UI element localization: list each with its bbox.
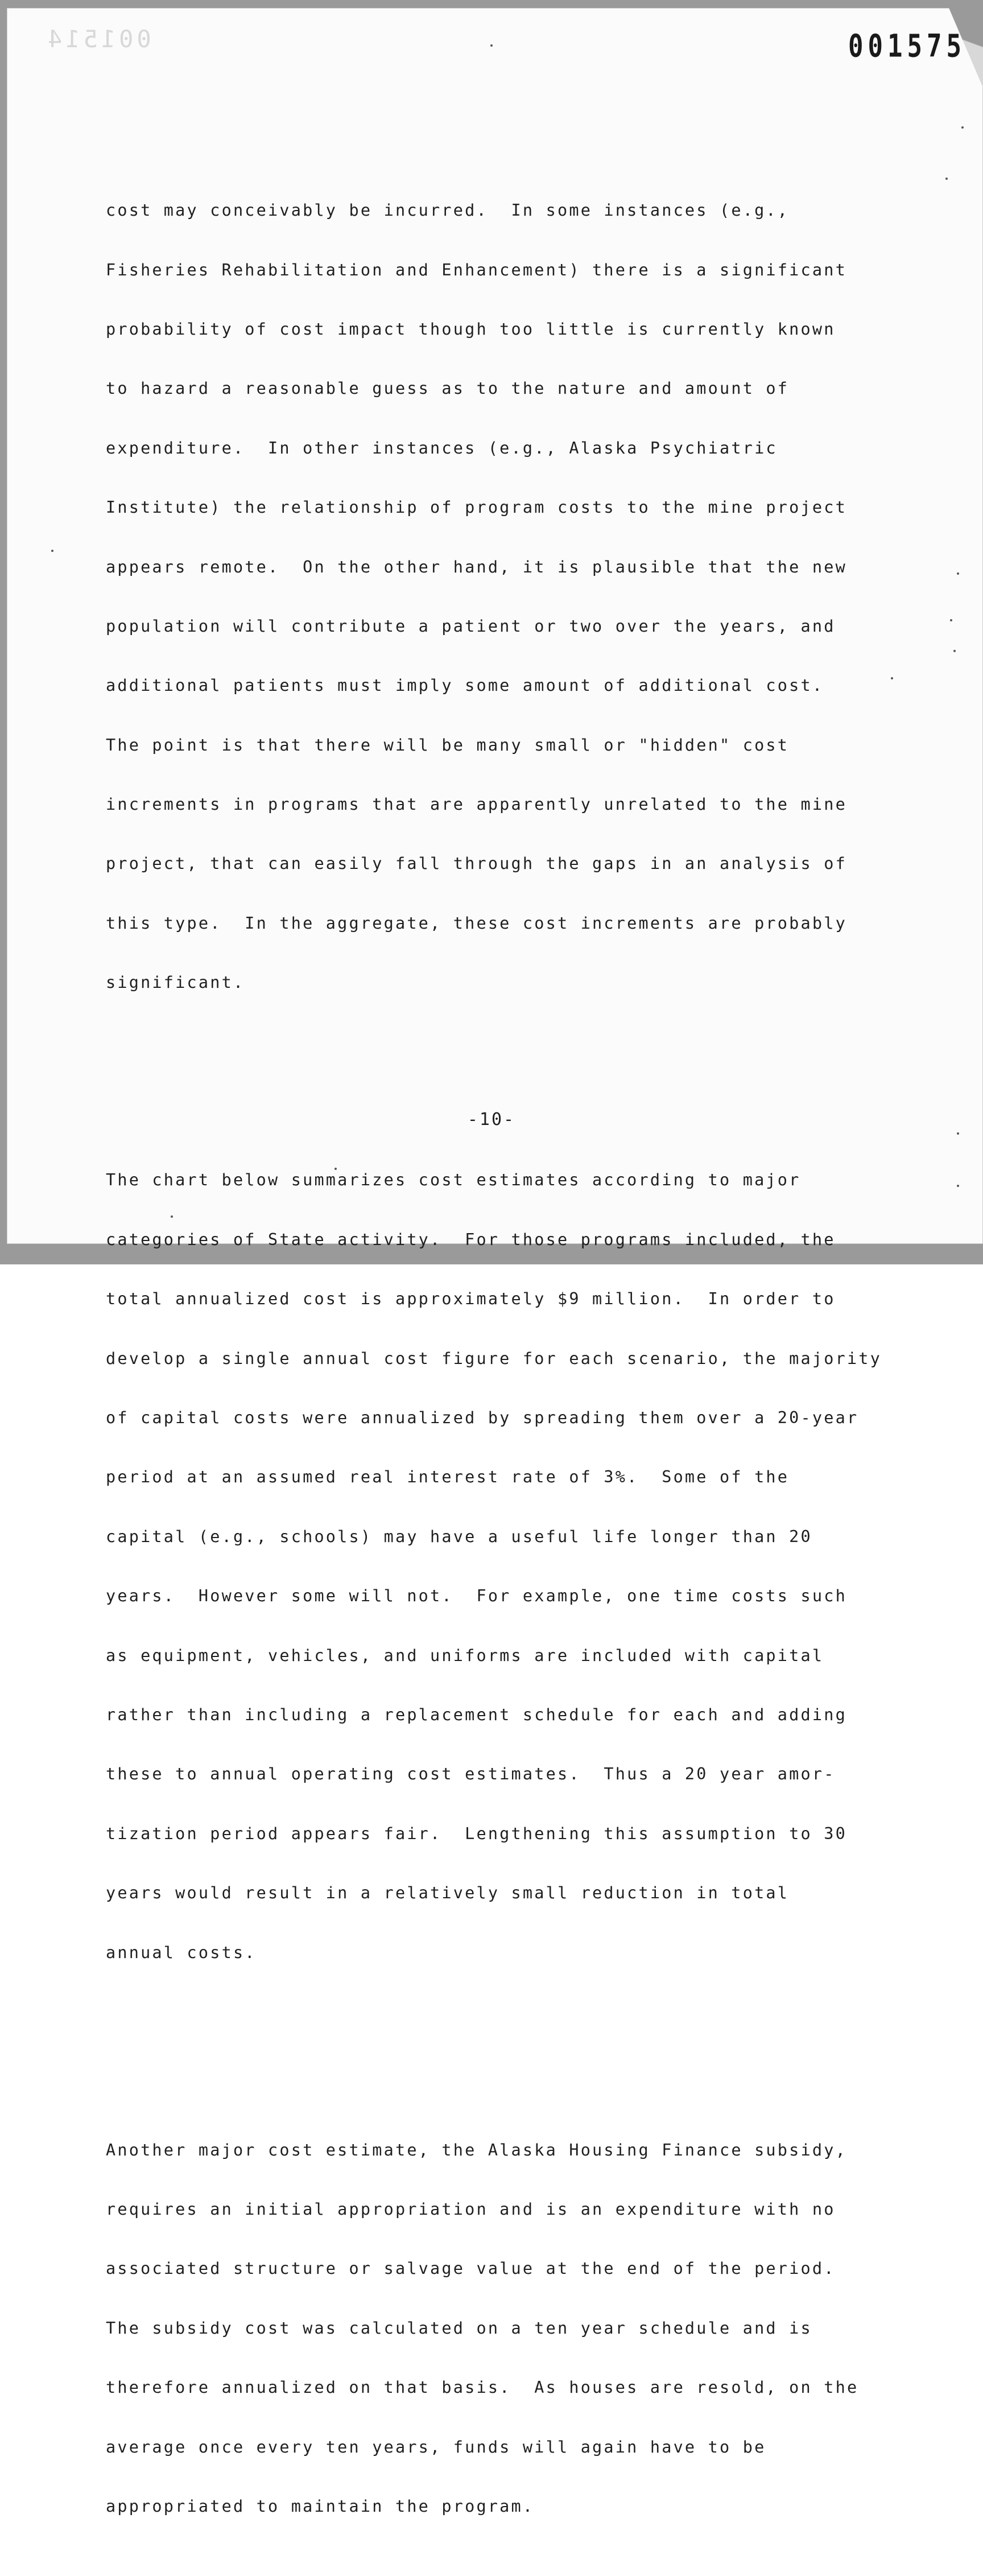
scan-speck bbox=[957, 572, 959, 575]
scan-speck bbox=[334, 1168, 337, 1170]
paragraph-3 bbox=[106, 2101, 902, 2556]
scan-speck bbox=[953, 650, 956, 652]
paragraph-spacer bbox=[106, 1072, 902, 1091]
text-line: Another major cost estimate, the Alaska Housing Finance subsidy, bbox=[106, 2140, 847, 2159]
text-line: increments in programs that are apparently unrelated to the mine bbox=[106, 795, 847, 814]
text-line: expenditure. In other instances (e.g., Alaska Psychiatric bbox=[106, 438, 778, 458]
scan-speck bbox=[961, 126, 964, 129]
text-line: appears remote. On the other hand, it is plausible that the new bbox=[106, 557, 847, 576]
text-line: additional patients must imply some amount of additional cost. bbox=[106, 676, 824, 695]
text-line: develop a single annual cost figure for each scenario, the majority bbox=[106, 1349, 882, 1368]
text-line: project, that can easily fall through the gaps in an analysis of bbox=[106, 854, 847, 873]
bleed-through-number: 001514 bbox=[44, 25, 151, 53]
text-line: this type. In the aggregate, these cost increments are probably bbox=[106, 913, 847, 933]
text-line: rather than including a replacement schedule for each and adding bbox=[106, 1705, 847, 1724]
text-line: of capital costs were annualized by spreading them over a 20-year bbox=[106, 1408, 859, 1427]
scan-speck bbox=[171, 1215, 173, 1218]
bates-number: 001575 bbox=[848, 28, 966, 65]
scan-speck bbox=[957, 1132, 959, 1135]
text-line: categories of State activity. For those programs included, the bbox=[106, 1230, 836, 1249]
scan-speck bbox=[957, 1185, 959, 1187]
text-line: The chart below summarizes cost estimates according to major bbox=[106, 1170, 801, 1190]
text-line: population will contribute a patient or two over the years, and bbox=[106, 616, 836, 636]
text-line: average once every ten years, funds will again have to be bbox=[106, 2437, 766, 2457]
scan-speck bbox=[490, 44, 493, 47]
text-line: The point is that there will be many small or "hidden" cost bbox=[106, 735, 790, 755]
text-line: The subsidy cost was calculated on a ten year schedule and is bbox=[106, 2318, 812, 2338]
scan-speck bbox=[945, 178, 948, 180]
text-line: to hazard a reasonable guess as to the nature and amount of bbox=[106, 379, 790, 398]
scan-speck bbox=[891, 677, 893, 679]
text-line: total annualized cost is approximately $9 million. In order to bbox=[106, 1289, 836, 1309]
text-line: Institute) the relationship of program costs to the mine project bbox=[106, 498, 847, 517]
text-line: cost may conceivably be incurred. In some instances (e.g., bbox=[106, 201, 790, 220]
paragraph-2 bbox=[106, 1131, 902, 2002]
text-line: tization period appears fair. Lengthening this assumption to 30 bbox=[106, 1824, 847, 1843]
text-line: period at an assumed real interest rate of 3%. Some of the bbox=[106, 1468, 790, 1487]
page-number: -10- bbox=[467, 1110, 516, 1130]
text-line: associated structure or salvage value at the end of the period. bbox=[106, 2259, 836, 2278]
paragraph-spacer bbox=[106, 2042, 902, 2062]
text-line: years. However some will not. For example, one time costs such bbox=[106, 1586, 847, 1606]
text-line: probability of cost impact though too little is currently known bbox=[106, 319, 836, 339]
text-line: therefore annualized on that basis. As houses are resold, on the bbox=[106, 2378, 859, 2397]
text-line: requires an initial appropriation and is an expenditure with no bbox=[106, 2200, 836, 2219]
text-line: appropriated to maintain the program. bbox=[106, 2497, 535, 2516]
text-line: as equipment, vehicles, and uniforms are included with capital bbox=[106, 1646, 824, 1665]
text-line: these to annual operating cost estimates. Thus a 20 year amor- bbox=[106, 1765, 836, 1784]
paragraph-1 bbox=[106, 162, 902, 1033]
text-line: capital (e.g., schools) may have a useful life longer than 20 bbox=[106, 1527, 812, 1546]
text-line: significant. bbox=[106, 973, 245, 992]
text-line: years would result in a relatively small reduction in total bbox=[106, 1883, 790, 1903]
scan-speck bbox=[51, 550, 53, 552]
text-line: Fisheries Rehabilitation and Enhancement) there is a significant bbox=[106, 260, 847, 279]
text-line: annual costs. bbox=[106, 1943, 257, 1962]
scan-speck bbox=[950, 619, 952, 621]
body-text bbox=[106, 122, 902, 2576]
